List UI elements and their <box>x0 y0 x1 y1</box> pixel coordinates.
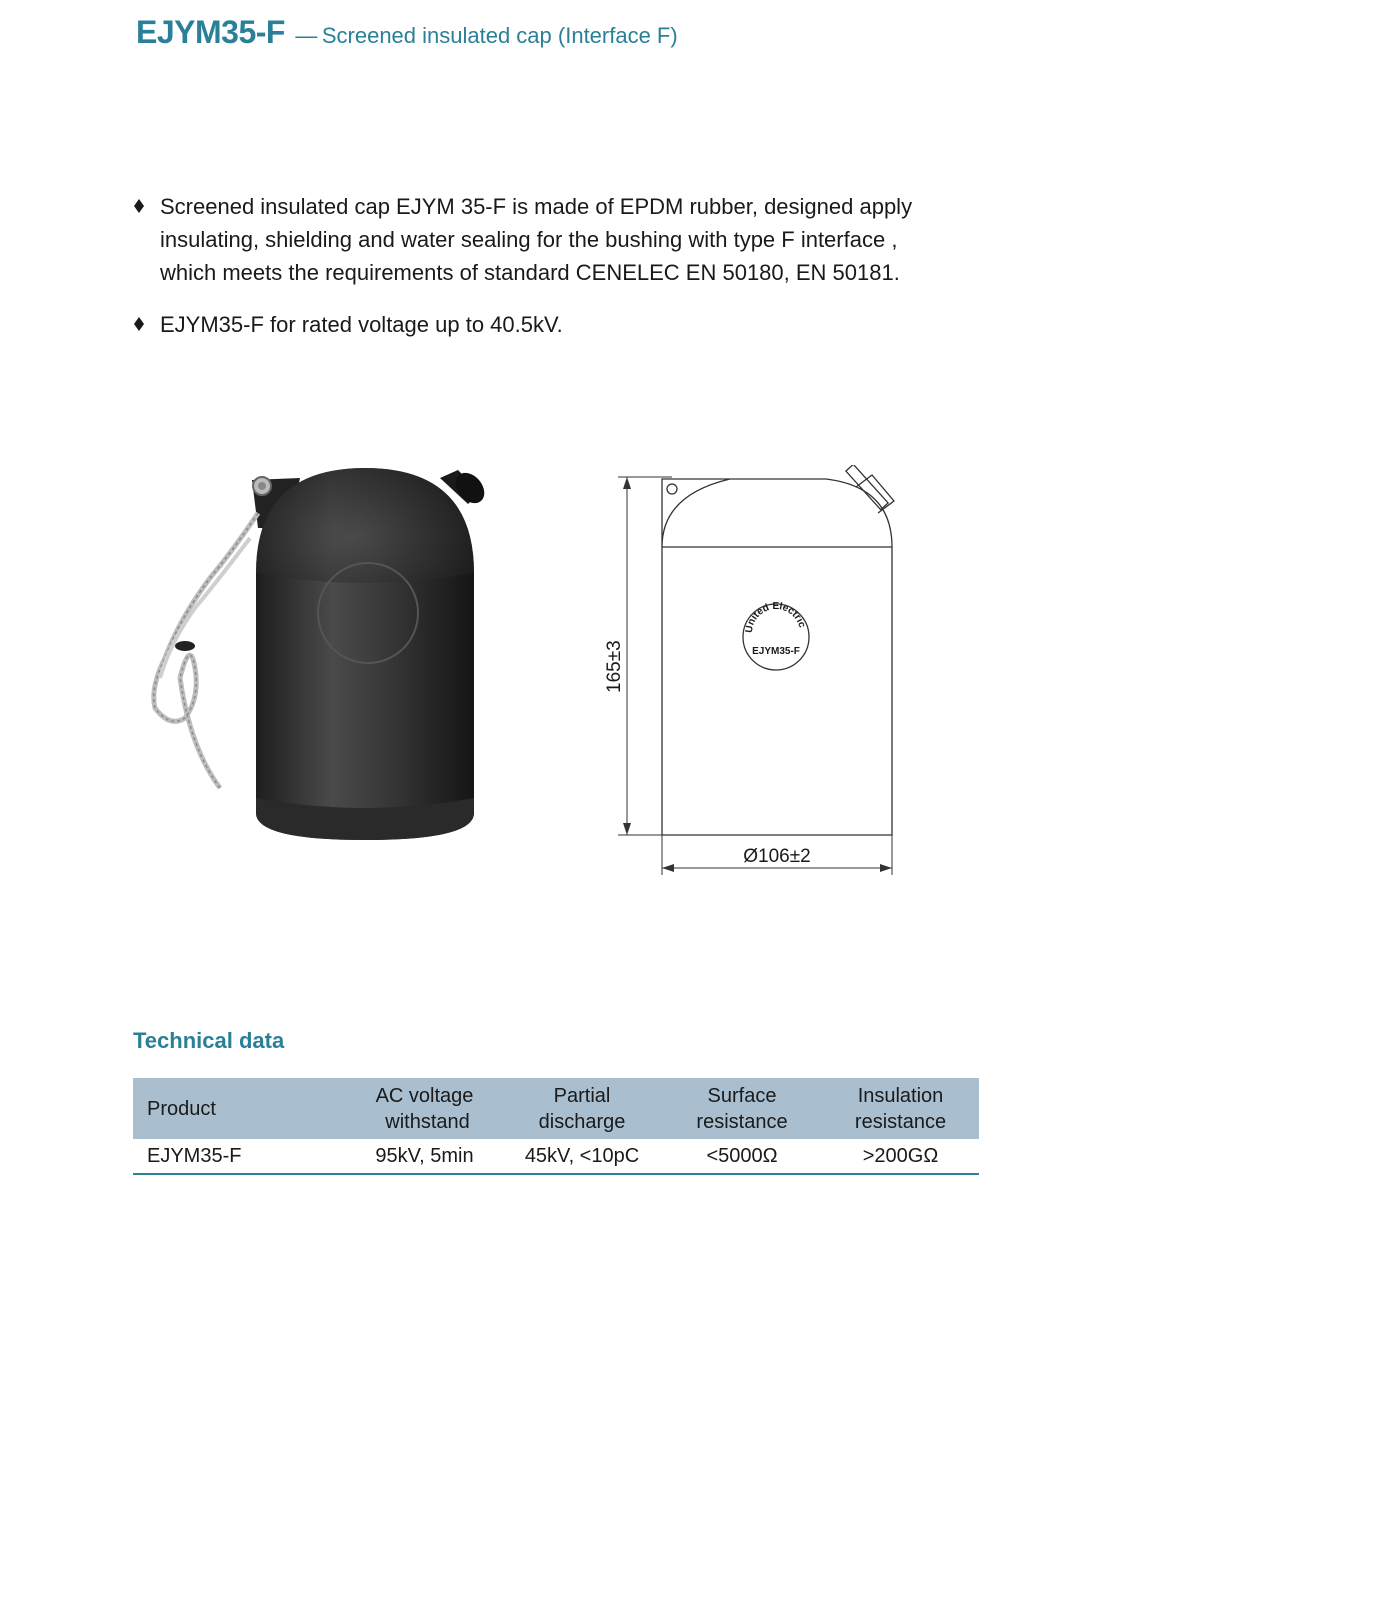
feature-list <box>133 190 993 360</box>
table-cell: 95kV, 5min <box>347 1139 502 1174</box>
feature-line: EJYM35-F for rated voltage up to 40.5kV. <box>160 312 563 337</box>
technical-data-title: Technical data <box>133 1028 285 1053</box>
table-header-row <box>133 1078 979 1139</box>
table-cell: EJYM35-F <box>133 1139 347 1174</box>
column-header-product: Product <box>133 1078 347 1139</box>
feature-item <box>133 308 993 341</box>
logo-text: United Electric <box>743 600 808 634</box>
table-cell: 45kV, <10pC <box>502 1139 662 1174</box>
feature-line: which meets the requirements of standard CENELEC EN 50180, EN 50181. <box>160 260 900 285</box>
dimension-drawing <box>600 465 920 885</box>
product-subtitle: Screened insulated cap (Interface F) <box>321 23 678 48</box>
product-code: EJYM35-F <box>136 14 285 50</box>
feature-item <box>133 190 993 289</box>
feature-line: insulating, shielding and water sealing for the bushing with type F interface , <box>160 227 898 252</box>
title-separator: — <box>295 23 318 48</box>
diamond-bullet-icon <box>133 316 145 332</box>
feature-line: Screened insulated cap EJYM 35-F is made of EPDM rubber, designed apply <box>160 194 913 219</box>
product-photo <box>140 468 500 858</box>
table-row <box>133 1139 979 1174</box>
diameter-dimension-label: Ø106±2 <box>743 846 811 867</box>
table-cell: <5000Ω <box>662 1139 822 1174</box>
logo-code: EJYM35-F <box>752 646 800 657</box>
column-header-surface-resistance: Surface resistance <box>662 1078 822 1139</box>
column-header-insulation-resistance: Insulation resistance <box>822 1078 979 1139</box>
column-header-partial-discharge: Partial discharge <box>502 1078 662 1139</box>
height-dimension-label: 165±3 <box>604 640 625 693</box>
page-title <box>136 14 678 51</box>
table-cell: >200GΩ <box>822 1139 979 1174</box>
technical-data-table <box>133 1078 979 1175</box>
column-header-ac-voltage: AC voltage withstand <box>347 1078 502 1139</box>
diamond-bullet-icon <box>133 198 145 214</box>
